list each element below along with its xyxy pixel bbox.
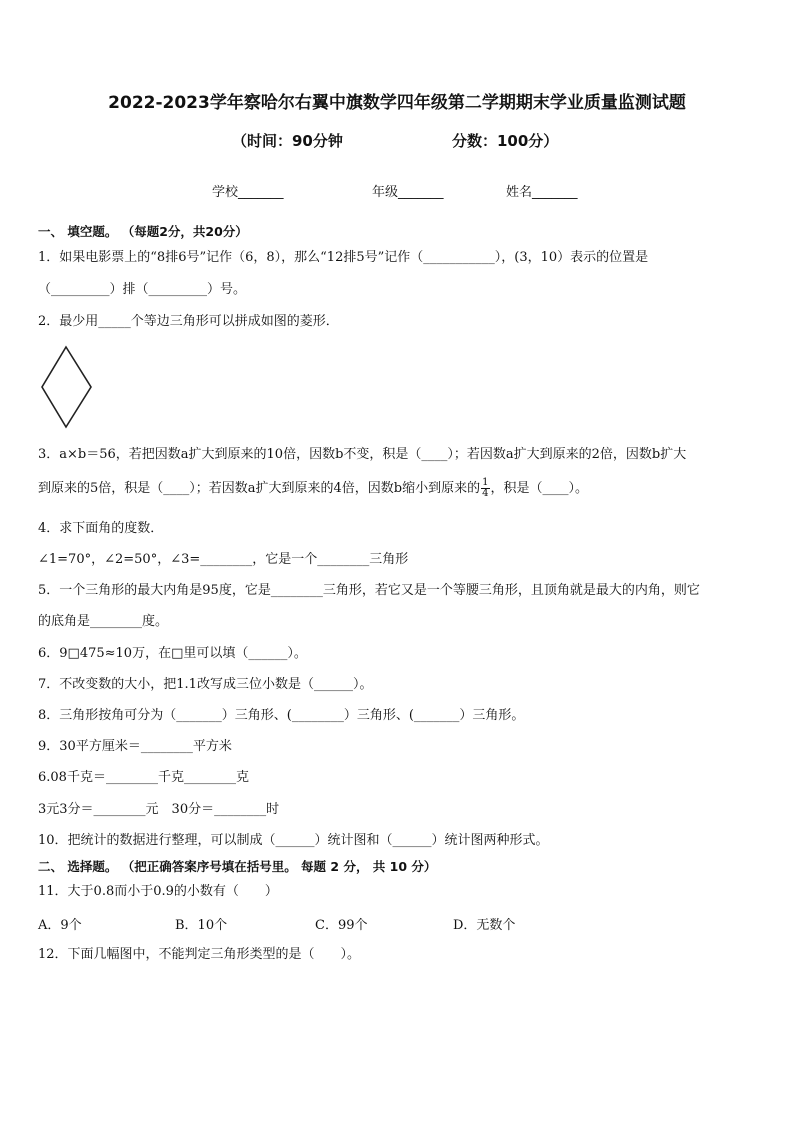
grade-field: 年级_______ xyxy=(372,185,444,200)
q1-line-1: 1．如果电影票上的“8排6号”记作（6，8），那么“12排5号”记作（___________），(3，10）表示的位置是 xyxy=(38,250,649,265)
q4-line-2: ∠1=70°，∠2=50°，∠3=________，它是一个________三角形 xyxy=(38,552,409,567)
q5-line-1: 5．一个三角形的最大内角是95度，它是________三角形，若它又是一个等腰三角形，且顶角就是最大的内角，则它 xyxy=(38,583,700,598)
q10-text: 10．把统计的数据进行整理，可以制成（______）统计图和（______）统计图两种形式。 xyxy=(38,833,549,848)
q11-choice-a: A．9个 xyxy=(38,918,82,933)
section-2-heading: 二、 选择题。 （把正确答案序号填在括号里。 每题 2 分， 共 10 分） xyxy=(38,859,437,874)
q4-line-1: 4．求下面角的度数． xyxy=(38,521,164,536)
page-title: 2022-2023学年察哈尔右翼中旗数学四年级第二学期期末学业质量监测试题 xyxy=(108,93,686,113)
one-quarter-fraction xyxy=(481,478,489,499)
q9-line-3: 3元3分＝________元 30分＝________时 xyxy=(38,802,280,817)
q11-choice-c: C．99个 xyxy=(315,918,368,933)
section-1-heading: 一、 填空题。 （每题2分，共20分） xyxy=(38,224,248,239)
q8-text: 8．三角形按角可分为（_______）三角形、(________）三角形、(_______）三角形。 xyxy=(38,708,525,723)
q7-text: 7．不改变数的大小，把1.1改写成三位小数是（______）。 xyxy=(38,677,373,692)
fraction-numerator: 1 xyxy=(482,477,489,488)
q9-line-1: 9．30平方厘米＝________平方米 xyxy=(38,739,232,754)
q11-choice-d: D．无数个 xyxy=(453,918,516,933)
q9-line-2: 6.08千克＝________千克________克 xyxy=(38,770,249,785)
q3-line-2-post: ，积是（____）。 xyxy=(490,481,589,496)
school-field: 学校_______ xyxy=(212,185,284,200)
q3-line-2 xyxy=(38,478,588,499)
q5-line-2: 的底角是________度。 xyxy=(38,614,169,629)
rhombus-shape xyxy=(42,347,91,427)
exam-score: 分数：100分） xyxy=(452,132,559,150)
q12-text: 12．下面几幅图中，不能判定三角形类型的是（ ）。 xyxy=(38,947,361,962)
q11-choice-b: B．10个 xyxy=(175,918,228,933)
q2-text: 2．最少用_____个等边三角形可以拼成如图的菱形． xyxy=(38,314,339,329)
q11-text: 11．大于0.8而小于0.9的小数有（ ） xyxy=(38,884,278,899)
q3-line-1: 3．a×b＝56，若把因数a扩大到原来的10倍，因数b不变，积是（____）；若因数a扩大到原来的2倍，因数b扩大 xyxy=(38,447,687,462)
name-field: 姓名_______ xyxy=(506,185,578,200)
rhombus-figure xyxy=(38,344,96,430)
fraction-denominator: 4 xyxy=(482,488,489,499)
q6-text: 6．9□475≈10万，在□里可以填（______）。 xyxy=(38,646,307,661)
q3-line-2-pre: 到原来的5倍，积是（____）；若因数a扩大到原来的4倍，因数b缩小到原来的 xyxy=(38,481,481,496)
q1-line-2: （_________）排（_________）号。 xyxy=(38,282,247,297)
exam-time: （时间：90分钟 xyxy=(232,132,343,150)
